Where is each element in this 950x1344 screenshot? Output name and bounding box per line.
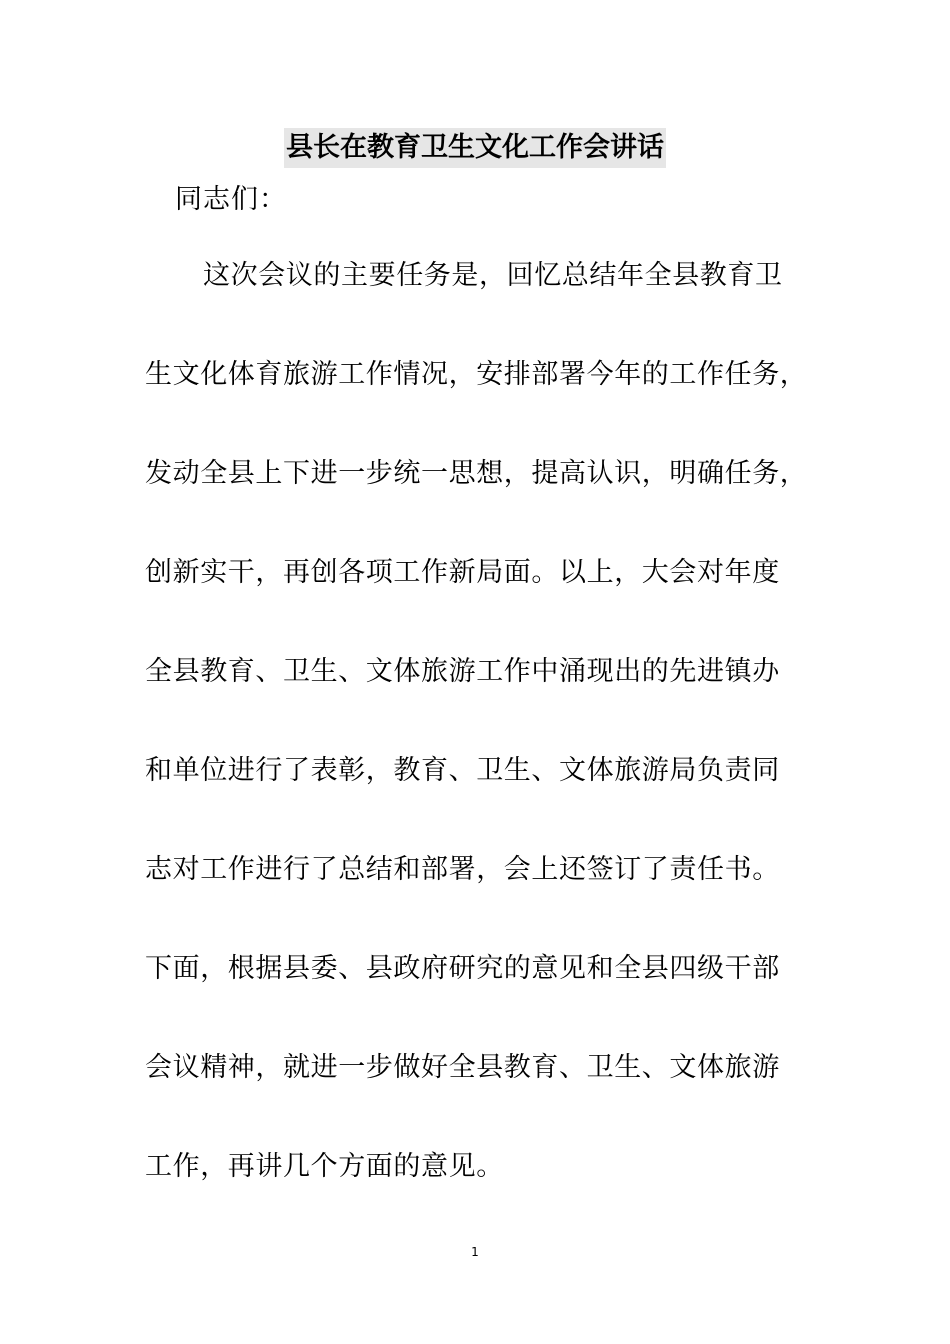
salutation: 同志们： [175, 184, 287, 215]
paragraph-line: 生文化体育旅游工作情况，安排部署今年的工作任务， [145, 359, 808, 390]
body-text [145, 256, 825, 1246]
paragraph-line: 和单位进行了表彰，教育、卫生、文体旅游局负责同 [145, 755, 780, 786]
paragraph-line: 会议精神，就进一步做好全县教育、卫生、文体旅游 [145, 1052, 780, 1083]
paragraph-line: 全县教育、卫生、文体旅游工作中涌现出的先进镇办 [145, 656, 780, 687]
page-number: 1 [471, 1245, 479, 1259]
paragraph-line: 创新实干，再创各项工作新局面。以上，大会对年度 [145, 557, 780, 588]
paragraph-line: 这次会议的主要任务是，回忆总结年全县教育卫 [203, 260, 783, 291]
paragraph-line: 发动全县上下进一步统一思想，提高认识，明确任务， [145, 458, 808, 489]
paragraph-line: 志对工作进行了总结和部署，会上还签订了责任书。 [145, 854, 780, 885]
document-title: 县长在教育卫生文化工作会讲话 [284, 128, 666, 168]
title-container [0, 128, 950, 168]
paragraph-line: 下面，根据县委、县政府研究的意见和全县四级干部 [145, 953, 780, 984]
paragraph-line: 工作，再讲几个方面的意见。 [145, 1151, 504, 1182]
